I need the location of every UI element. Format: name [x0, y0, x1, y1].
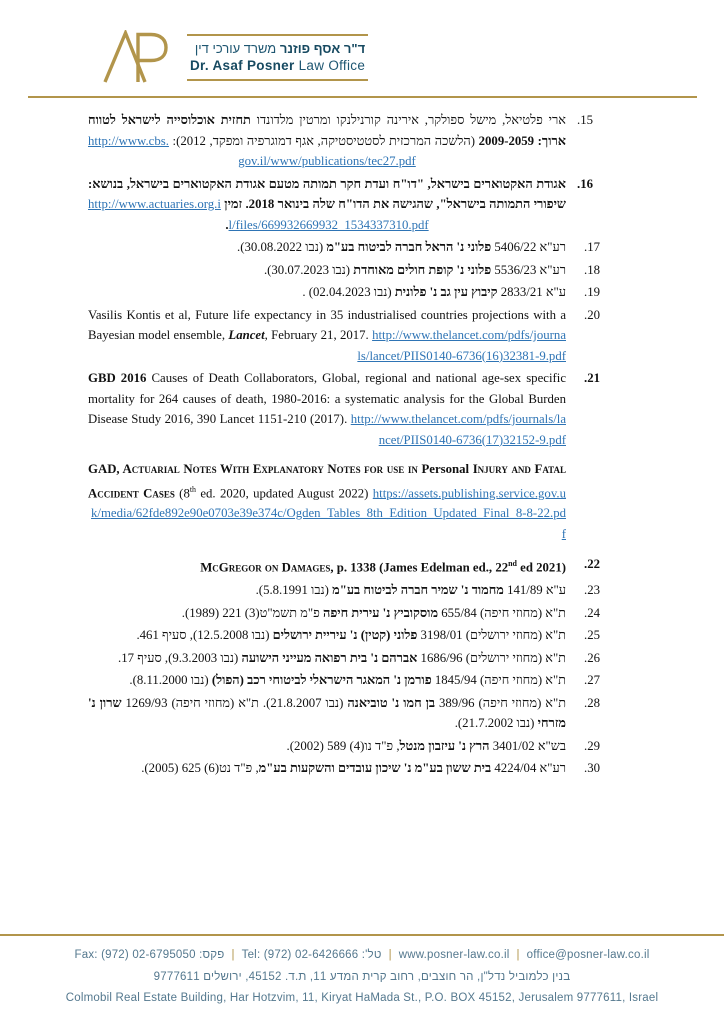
- citation-link[interactable]: http://www.thelancet.com/pdfs/journals/lancet/PIIS0140-6736(16)32381-9.pdf: [357, 328, 566, 363]
- footer-address-hebrew: בנין כלמוביל נדל"ן, הר חוצבים, רחוב קרית המדע 11, ת.ד. 45152, ירושלים 9777611: [153, 970, 571, 983]
- citation-text: (נבו 21.8.2007). ת"א (מחוזי חיפה) 1269/93: [121, 695, 348, 710]
- citation-link[interactable]: http://www.cbs.gov.il/www/publications/tec27.pdf: [88, 133, 416, 168]
- citation-text: (נבו 9.3.2003), סעיף 17.: [118, 650, 242, 665]
- citation-text: בן חמו נ' טוביאנה: [347, 695, 436, 710]
- citation-item: [88, 368, 600, 450]
- citation-paragraph: [88, 459, 600, 544]
- citation-text: (נבו 21.7.2002).: [454, 716, 538, 731]
- citation-text: (נבו 5.8.1991).: [255, 583, 333, 598]
- citation-text: (נבו 30.07.2023).: [263, 262, 354, 277]
- citation-text: ת"א (מחוזי ירושלים) 1686/96: [417, 650, 566, 665]
- ap-monogram-logo: [99, 30, 173, 84]
- citation-text: Personal: [417, 462, 473, 476]
- citation-text: פלוני נ' קופת חולים מאוחדת: [353, 262, 492, 277]
- citation-text: פ"מ תשמ"ט(3) 221 (1989).: [181, 605, 323, 620]
- citation-item: [88, 174, 600, 236]
- citation-number: 15.: [577, 113, 593, 127]
- footer-contact-label-he: טל':: [361, 949, 382, 961]
- citation-item: [88, 237, 600, 258]
- footer-contact: [242, 949, 382, 961]
- citation-text: אגודת האקטוארים בישראל, "דו"ח ועדת חקר תמותה מטעם אגודת האקטוארים בישראל, בנושא: שיפורי התמותה בישראל", שהגישה את הדו"ח שלה בינואר 2018. זמין: [88, 176, 566, 211]
- citation-item: [88, 110, 600, 172]
- citation-text: תחזית אוכלוסייה לישראל לטווח ארוך: 2009-2059: [88, 113, 566, 148]
- citation-item: [88, 693, 600, 734]
- footer-separator: |: [388, 949, 392, 961]
- citation-text: , February 21, 2017.: [264, 328, 373, 342]
- citation-text: (נבו 02.04.2023) .: [302, 285, 395, 299]
- citation-text: פורמן נ' המאגר הישראלי לביטוחי רכב (הפול): [211, 673, 432, 688]
- citation-text: Causes of Death Collaborators, Global, regional and national age-sex specific mortality for 264 causes of death, 1980-2016: a systematic analysis for the Global Burden Disease Study 2016, 390 Lancet 1151-210 (2017).: [88, 371, 566, 426]
- citation-link[interactable]: http://www.actuaries.org.il/files/669932669932_1534337310.pdf: [88, 197, 429, 232]
- citation-text: רע"א 5406/22: [491, 240, 566, 254]
- citation-text: ת"א (מחוזי חיפה) 1845/94: [431, 673, 566, 688]
- header-divider: [28, 96, 697, 98]
- firm-name-he-rest: משרד עורכי דין: [194, 40, 280, 56]
- firm-name-en-bold: Dr. Asaf Posner: [190, 57, 295, 73]
- citation-text: Lancet: [228, 328, 265, 342]
- citation-text: פלוני נ' הראל חברה לביטוח בע"מ: [326, 240, 492, 254]
- firm-name-he-bold: ד"ר אסף פוזנר: [279, 40, 366, 56]
- footer-contact: [527, 949, 650, 961]
- citation-text: .: [225, 217, 229, 232]
- citation-number: 28.: [584, 695, 600, 710]
- citation-text: Vasilis Kontis et al, Future life expectancy in 35 industrialised countries projections with a Bayesian model ensemble,: [88, 307, 566, 342]
- citation-text: (8: [174, 485, 190, 500]
- letterhead: [99, 30, 368, 84]
- citation-number: 29.: [584, 738, 600, 753]
- citation-item: [88, 758, 600, 779]
- citation-text: (נבו 12.5.2008), סעיף 461.: [136, 628, 273, 643]
- firm-name-english: [190, 57, 365, 74]
- citation-text: nd: [508, 559, 517, 569]
- citation-item: [88, 736, 600, 757]
- citation-text: פלוני (קטין) נ' עיריית ירושלים: [272, 628, 418, 643]
- citation-link[interactable]: https://assets.publishing.service.gov.uk/media/62fde892e90e0703e39e374c/Ogden_Tables_8th_Edition_Updated_Final_8-8-22.pdf: [91, 485, 566, 541]
- citation-item: [88, 625, 600, 646]
- citation-number: 25.: [584, 628, 600, 643]
- footer-divider: [0, 934, 724, 936]
- citation-text: ע"א 141/89: [503, 583, 566, 598]
- citation-number: 22.: [584, 557, 600, 572]
- citation-text: (נבו 8.11.2000).: [129, 673, 212, 688]
- firm-name-block: [187, 34, 368, 81]
- citation-text: th: [189, 484, 197, 494]
- footer-contact: [75, 949, 225, 961]
- citation-item: [88, 670, 600, 691]
- footer-address-english: Colmobil Real Estate Building, Har Hotzvim, 11, Kiryat HaMada St., P.O. BOX 45152, Jerusalem 9777611, Israel: [65, 992, 659, 1004]
- citation-text: (הלשכה המרכזית לסטטיסטיקה, אגף דמוגרפיה ומפקד, 2012):: [168, 133, 479, 148]
- footer-contact-label-he: פקס:: [199, 949, 225, 961]
- citation-item: [88, 282, 600, 303]
- citation-item: [88, 554, 600, 578]
- footer-contact-text: www.posner-law.co.il: [398, 949, 510, 961]
- citation-text: שרון נ' מזרחי: [88, 695, 566, 731]
- citation-text: McGregor on Damages: [200, 560, 331, 575]
- citation-text: בש"א 3401/02: [489, 738, 566, 753]
- citation-number: 18.: [584, 262, 600, 277]
- citation-number: 24.: [584, 605, 600, 620]
- footer: [0, 934, 724, 1010]
- citation-text: ed 2021): [516, 560, 566, 575]
- citation-text: Injury and Fatal Accident Cases: [88, 462, 567, 500]
- citation-text: , p. 1338 (James Edelman ed., 22: [330, 560, 509, 575]
- citation-number: 16.: [577, 176, 593, 191]
- citation-number: 19.: [584, 285, 600, 299]
- citation-number: 17.: [584, 240, 600, 254]
- citation-text: ת"א (מחוזי חיפה) 655/84: [438, 605, 566, 620]
- citation-text: ת"א (מחוזי חיפה) 389/96: [435, 695, 567, 710]
- footer-contact-text: Fax: (972) 02-6795050: [74, 949, 200, 961]
- citation-item: [88, 648, 600, 669]
- citation-text: (נבו 30.08.2022).: [237, 240, 327, 254]
- citation-text: GAD, Actuarial Notes With Explanatory Notes for use in: [88, 462, 418, 476]
- citation-text: בית ששון בע"מ נ' שיכון עובדים והשקעות בע"מ: [258, 761, 492, 776]
- citation-item: [88, 305, 600, 367]
- citation-number: 20.: [584, 307, 600, 322]
- citation-text: קיבוץ עין גב נ' פלונית: [394, 285, 498, 299]
- firm-name-en-rest: Law Office: [294, 57, 366, 73]
- footer-separator: |: [231, 949, 235, 961]
- footer-contact-text: office@posner-law.co.il: [526, 949, 650, 961]
- citation-text: רע"א 5536/23: [491, 262, 566, 277]
- citation-text: מחמוד נ' שמיר חברה לביטוח בע"מ: [332, 583, 504, 598]
- citation-item: [88, 580, 600, 601]
- citation-text: , פ"ד נו(4) 589 (2002).: [286, 738, 400, 753]
- citation-number: 23.: [584, 583, 600, 598]
- citation-text: רע"א 4224/04: [491, 761, 566, 776]
- citation-number: 26.: [584, 650, 600, 665]
- citation-item: [88, 260, 600, 281]
- citation-number: 30.: [584, 761, 600, 776]
- citation-text: ע"א 2833/21: [497, 285, 566, 299]
- citation-text: הרץ נ' עיזבון מנטל: [399, 738, 490, 753]
- citation-text: ed. 2020, updated August 2022): [196, 485, 373, 500]
- footer-contacts: [0, 945, 724, 967]
- citation-text: ת"א (מחוזי ירושלים) 3198/01: [417, 628, 566, 643]
- citation-text: אברהם נ' בית רפואה מעייני הישועה: [241, 650, 418, 665]
- citation-text: מוסקוביץ נ' עירית חיפה: [322, 605, 439, 620]
- firm-name-hebrew: [190, 40, 365, 57]
- citation-text: GBD 2016: [88, 371, 147, 385]
- citation-item: [88, 603, 600, 624]
- citation-link[interactable]: http://www.thelancet.com/pdfs/journals/lancet/PIIS0140-6736(17)32152-9.pdf: [350, 412, 566, 447]
- citations-list: [88, 110, 600, 781]
- citation-number: 21.: [584, 371, 600, 385]
- footer-contact: [399, 949, 510, 961]
- footer-separator: |: [516, 949, 520, 961]
- citation-text: , פ"ד נט(6) 625 (2005).: [141, 761, 259, 776]
- footer-contact-text: Tel: (972) 02-6426666: [241, 949, 362, 961]
- citation-text: ארי פלטיאל, מישל ספולקר, אירינה קורנילנקו ומרטין מלדונדו: [250, 113, 566, 127]
- citation-number: 27.: [584, 673, 600, 688]
